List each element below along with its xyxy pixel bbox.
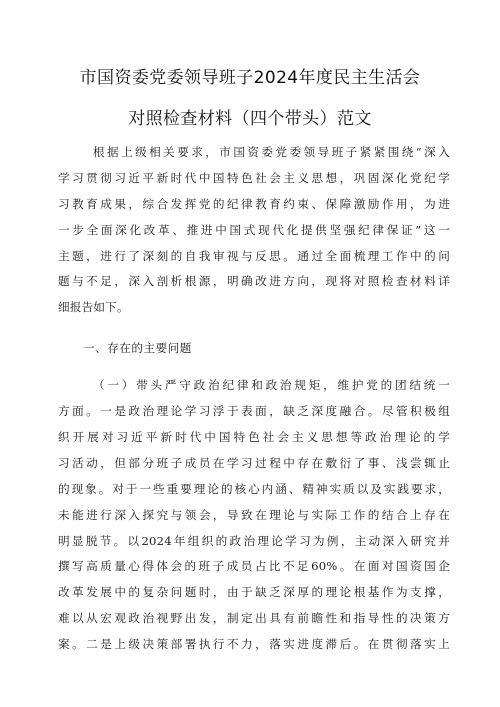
section-heading: 一、存在的主要问题 — [83, 341, 192, 356]
section-line: 案。二是上级决策部署执行不力，落实进度滞后。在贯彻落实上 — [58, 637, 450, 652]
intro-line: 一步全面深化改革、推进中国式现代化提供坚强纪律保证”这一 — [58, 222, 450, 237]
section-line: 撰写高质量心得体会的班子成员占比不足60%。在面对国资国企 — [58, 559, 450, 574]
section-line: 方面。一是政治理论学习浮于表面，缺乏深度融合。尽管积极组 — [58, 404, 450, 419]
section-line: 织开展对习近平新时代中国特色社会主义思想等政治理论的学 — [58, 430, 450, 445]
intro-line: 题与不足，深入剖析根源，明确改进方向，现将对照检查材料详 — [58, 274, 450, 289]
section-line: 习活动，但部分班子成员在学习过程中存在敷衍了事、浅尝辄止 — [58, 455, 450, 470]
document-title-line-1: 市国资委党委领导班子2024年度民主生活会 — [79, 68, 421, 88]
section-line: 难以从宏观政治视野出发，制定出具有前瞻性和指导性的决策方 — [58, 611, 450, 626]
intro-line: 根据上级相关要求，市国资委党委领导班子紧紧围绕“深入 — [93, 145, 450, 159]
intro-line: 学习贯彻习近平新时代中国特色社会主义思想，巩固深化党纪学 — [58, 170, 450, 185]
section-line: （一）带头严守政治纪律和政治规矩，维护党的团结统一 — [93, 378, 450, 393]
intro-line: 主题，进行了深刻的自我审视与反思。通过全面梳理工作中的问 — [58, 248, 450, 263]
spacer — [58, 321, 450, 335]
section-line: 明显脱节。以2024年组织的政治理论学习为例，主动深入研究并 — [58, 533, 450, 548]
document-body — [58, 140, 450, 658]
section-line: 未能进行深入探究与领会，导致在理论与实际工作的结合上存在 — [58, 507, 450, 522]
section-line: 改革发展中的复杂问题时，由于缺乏深厚的理论根基作为支撑， — [58, 585, 450, 600]
intro-line: 细报告如下。 — [58, 300, 129, 315]
document-title-line-2: 对照检查材料（四个带头）范文 — [128, 109, 372, 129]
section-line: 的现象。对于一些重要理论的核心内涵、精神实质以及实践要求， — [58, 481, 450, 496]
intro-line: 习教育成果，综合发挥党的纪律教育约束、保障激励作用，为进 — [58, 196, 450, 211]
spacer — [58, 361, 450, 373]
